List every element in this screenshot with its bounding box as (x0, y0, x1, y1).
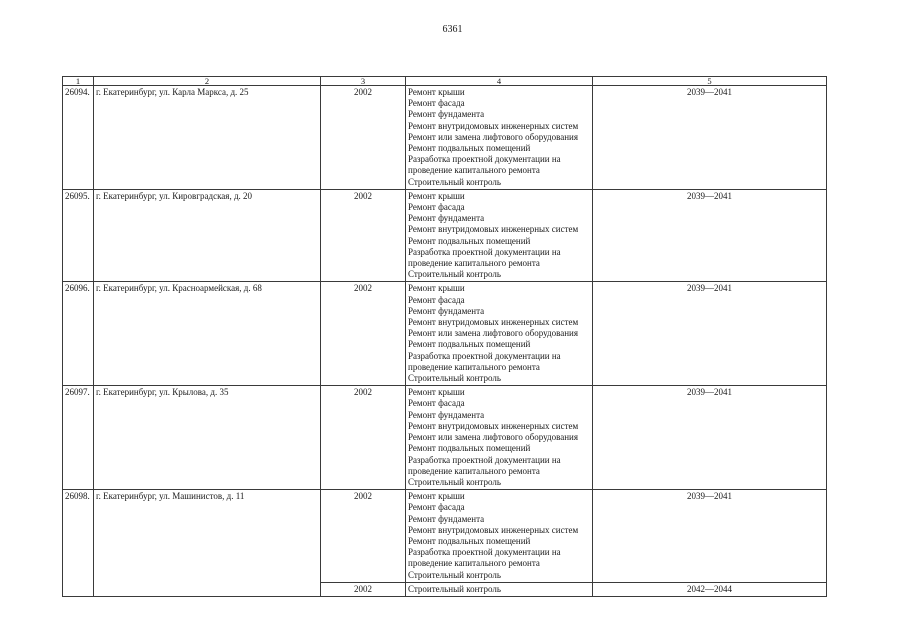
header-col-1: 1 (63, 77, 94, 86)
work-item: Ремонт подвальных помещений (408, 143, 531, 154)
work-item: Ремонт или замена лифтового оборудования (408, 432, 578, 443)
row-number-cell (63, 386, 94, 490)
works-cell (406, 282, 593, 386)
works-cell (406, 189, 593, 282)
year-cell (321, 189, 406, 282)
work-item: Ремонт крыши (408, 283, 465, 294)
work-item: Строительный контроль (408, 476, 501, 487)
period-text: 2039—2041 (687, 491, 732, 502)
works-cell (406, 86, 593, 190)
year-cell (321, 282, 406, 386)
work-item: Ремонт фасада (408, 98, 465, 109)
period-text: 2039—2041 (687, 387, 732, 398)
table-row (63, 490, 827, 583)
year-text: 2002 (354, 583, 372, 594)
work-item: Ремонт внутридомовых инженерных систем (408, 317, 579, 328)
address-text: г. Екатеринбург, ул. Карла Маркса, д. 25 (96, 87, 249, 97)
work-item: Ремонт фундамента (408, 109, 485, 120)
work-item: Ремонт фасада (408, 202, 465, 213)
work-item: Ремонт крыши (408, 491, 465, 502)
works-cell (406, 582, 593, 596)
row-number: 26095. (65, 190, 90, 201)
row-number: 26097. (65, 387, 90, 398)
header-col-2: 2 (94, 77, 321, 86)
work-item: Ремонт внутридомовых инженерных систем (408, 224, 579, 235)
work-item: Разработка проектной документации на проведение капитального ремонта (408, 454, 561, 476)
work-item: Ремонт или замена лифтового оборудования (408, 328, 578, 339)
row-number: 26094. (65, 87, 90, 97)
work-item: Разработка проектной документации на проведение капитального ремонта (408, 350, 561, 372)
header-row (63, 77, 827, 86)
work-item: Ремонт подвальных помещений (408, 535, 531, 546)
works-cell (406, 386, 593, 490)
period-cell (593, 386, 827, 490)
period-cell (593, 582, 827, 596)
row-number-cell (63, 282, 94, 386)
row-number-cell (63, 189, 94, 282)
year-text: 2002 (354, 491, 372, 502)
row-number-cell (63, 490, 94, 597)
work-item: Ремонт фасада (408, 502, 465, 513)
table-row (63, 86, 827, 190)
row-number-cell (63, 86, 94, 190)
work-item: Разработка проектной документации на проведение капитального ремонта (408, 154, 561, 176)
table-row (63, 282, 827, 386)
address-cell (94, 189, 321, 282)
year-cell (321, 490, 406, 583)
header-col-4: 4 (406, 77, 593, 86)
work-item: Ремонт фасада (408, 398, 465, 409)
work-item: Строительный контроль (408, 583, 501, 594)
work-item: Разработка проектной документации на проведение капитального ремонта (408, 547, 561, 569)
address-text: г. Екатеринбург, ул. Красноармейская, д. 68 (96, 283, 262, 294)
work-item: Ремонт крыши (408, 87, 465, 97)
table-header (63, 77, 827, 86)
year-cell (321, 86, 406, 190)
work-item: Ремонт или замена лифтового оборудования (408, 131, 578, 142)
period-cell (593, 490, 827, 583)
work-item: Ремонт фундамента (408, 513, 485, 524)
work-item: Строительный контроль (408, 373, 501, 384)
work-item: Ремонт внутридомовых инженерных систем (408, 524, 579, 535)
address-cell (94, 282, 321, 386)
period-cell (593, 189, 827, 282)
period-text: 2039—2041 (687, 87, 732, 97)
work-item: Ремонт фундамента (408, 409, 485, 420)
work-item: Строительный контроль (408, 269, 501, 280)
work-item: Ремонт фундамента (408, 213, 485, 224)
work-item: Ремонт фасада (408, 294, 465, 305)
year-cell (321, 582, 406, 596)
table-body (63, 86, 827, 597)
period-cell (593, 86, 827, 190)
work-item: Ремонт подвальных помещений (408, 339, 531, 350)
year-cell (321, 386, 406, 490)
header-col-5: 5 (593, 77, 827, 86)
work-item: Ремонт внутридомовых инженерных систем (408, 420, 579, 431)
work-item: Ремонт подвальных помещений (408, 235, 531, 246)
table-row (63, 386, 827, 490)
address-text: г. Екатеринбург, ул. Машинистов, д. 11 (96, 491, 245, 502)
year-text: 2002 (354, 87, 372, 97)
period-text: 2039—2041 (687, 283, 732, 294)
works-cell (406, 490, 593, 583)
work-item: Ремонт фундамента (408, 305, 485, 316)
period-text: 2039—2041 (687, 190, 732, 201)
capital-repair-table (62, 76, 827, 597)
work-item: Строительный контроль (408, 569, 501, 580)
address-cell (94, 86, 321, 190)
address-cell (94, 386, 321, 490)
header-col-3: 3 (321, 77, 406, 86)
page-number: 6361 (442, 24, 463, 35)
row-number: 26096. (65, 283, 90, 294)
row-number: 26098. (65, 491, 90, 502)
work-item: Ремонт внутридомовых инженерных систем (408, 120, 579, 131)
work-item: Ремонт крыши (408, 190, 465, 201)
table-row (63, 189, 827, 282)
year-text: 2002 (354, 283, 372, 294)
year-text: 2002 (354, 190, 372, 201)
address-cell (94, 490, 321, 597)
work-item: Строительный контроль (408, 176, 501, 187)
work-item: Разработка проектной документации на проведение капитального ремонта (408, 246, 561, 269)
period-cell (593, 282, 827, 386)
year-text: 2002 (354, 387, 372, 398)
work-item: Ремонт подвальных помещений (408, 443, 531, 454)
period-text: 2042—2044 (687, 583, 732, 594)
work-item: Ремонт крыши (408, 387, 465, 398)
address-text: г. Екатеринбург, ул. Кировградская, д. 20 (96, 190, 253, 201)
address-text: г. Екатеринбург, ул. Крылова, д. 35 (96, 387, 229, 398)
